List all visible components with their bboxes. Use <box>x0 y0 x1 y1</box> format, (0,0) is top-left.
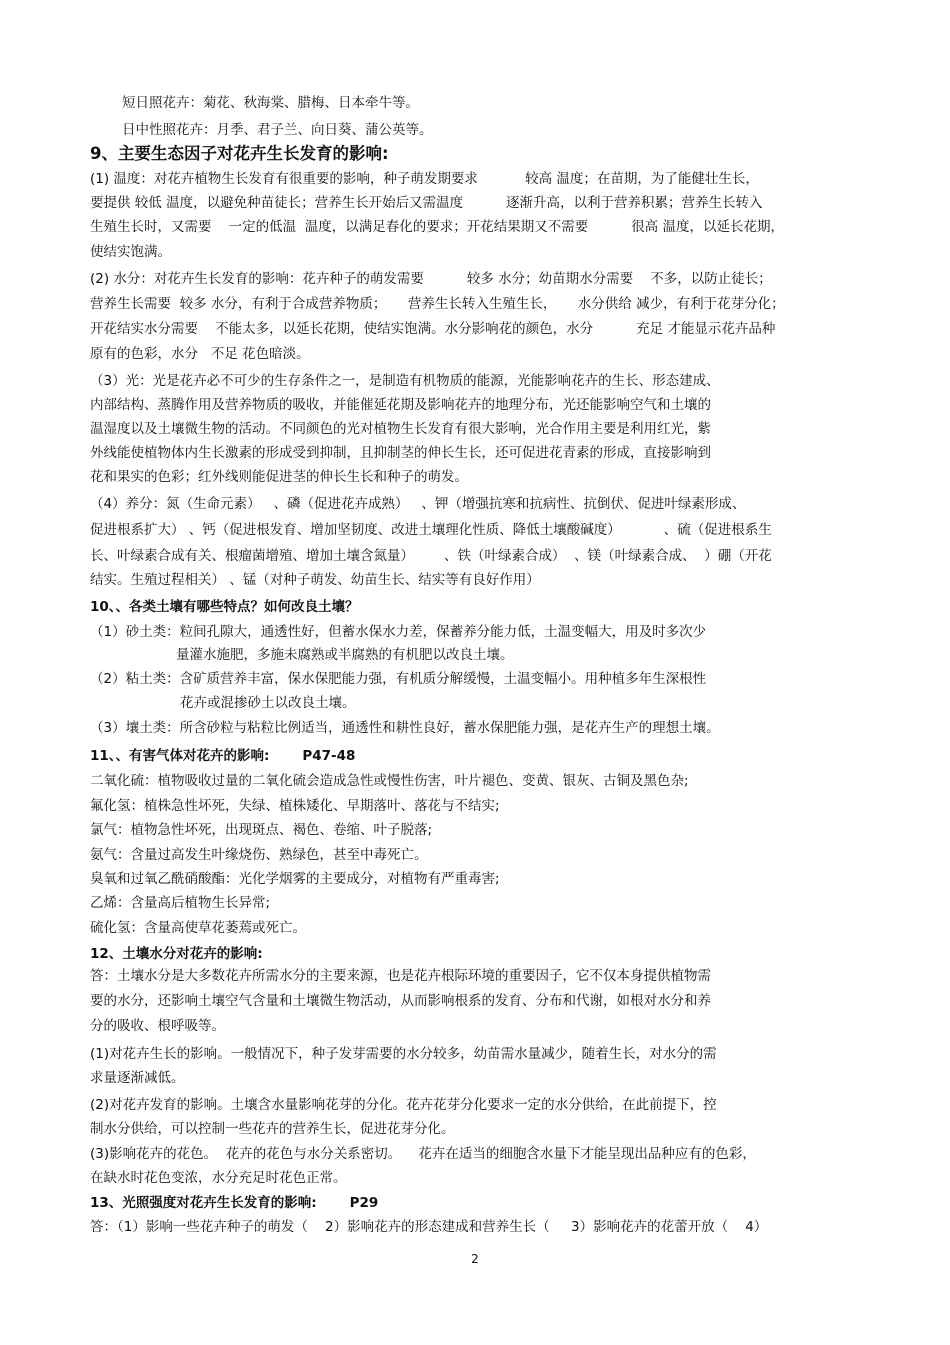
text-line: (1)对花卉生长的影响。一般情况下，种子发芽需要的水分较多，幼苗需水量减少，随着生长，对水分的需 <box>90 1046 717 1062</box>
text-line: 原有的色彩，水分 不足 花色暗淡。 <box>90 346 310 362</box>
text-line: 乙烯：含量高后植物生长异常; <box>90 895 271 911</box>
text-line: (2) 水分：对花卉生长发育的影响：花卉种子的萌发需要 较多 水分；幼苗期水分需要 不多，以防止徒长； <box>90 271 772 287</box>
text-line: 要的水分，还影响土壤空气含量和土壤微生物活动，从而影响根系的发育、分布和代谢，如根对水分和养 <box>90 993 711 1009</box>
text-line: 氯气：植物急性坏死，出现斑点、褐色、卷缩、叶子脱落; <box>90 822 433 838</box>
text-line: 答：（1）影响一些花卉种子的萌发（ 2）影响花卉的形态建成和营养生长（ 3）影响花卉的花蕾开放（ 4） <box>90 1219 768 1235</box>
question-heading: 12、土壤水分对花卉的影响: <box>90 946 263 962</box>
text-line: 分的吸收、根呼吸等。 <box>90 1018 225 1034</box>
text-line: 花卉或混掺砂土以改良土壤。 <box>180 695 356 711</box>
page-number: 2 <box>471 1252 479 1266</box>
text-line: 要提供 较低 温度，以避免种苗徒长；营养生长开始后又需温度 逐渐升高，以利于营养积累；营养生长转入 <box>90 195 763 211</box>
text-line: 花和果实的色彩；红外线则能促进茎的伸长生长和种子的萌发。 <box>90 469 468 485</box>
section-heading: 9、主要生态因子对花卉生长发育的影响: <box>90 144 389 163</box>
text-line: 答：土壤水分是大多数花卉所需水分的主要来源，也是花卉根际环境的重要因子，它不仅本身提供植物需 <box>90 968 711 984</box>
text-line: 生殖生长时，又需要 一定的低温 温度，以满足春化的要求；开花结果期又不需要 很高 温度，以延长花期， <box>90 219 784 235</box>
text-line: 结实。生殖过程相关） 、锰（对种子萌发、幼苗生长、结实等有良好作用） <box>90 572 540 588</box>
text-line: 氨气：含量过高发生叶缘烧伤、熟绿色，甚至中毒死亡。 <box>90 847 428 863</box>
text-line: 内部结构、蒸腾作用及营养物质的吸收，并能催延花期及影响花卉的地理分布，光还能影响空气和土壤的 <box>90 397 711 413</box>
text-line: 制水分供给，可以控制一些花卉的营养生长，促进花芽分化。 <box>90 1121 455 1137</box>
text-line: 臭氧和过氧乙酰硝酸酯：光化学烟雾的主要成分，对植物有严重毒害; <box>90 871 500 887</box>
text-line: 长、叶绿素合成有关、根瘤菌增殖、增加土壤含氮量） 、铁（叶绿素合成） 、镁（叶绿素合成、 ）硼（开花 <box>90 548 772 564</box>
text-line: （1）砂土类：粒间孔隙大，通透性好，但蓄水保水力差，保蓄养分能力低，土温变幅大，用及时多次少 <box>90 624 707 640</box>
question-heading: 11、、有害气体对花卉的影响: P47-48 <box>90 748 356 764</box>
text-line: (2)对花卉发育的影响。土壤含水量影响花芽的分化。花卉花芽分化要求一定的水分供给，在此前提下，控 <box>90 1097 717 1113</box>
question-heading: 13、光照强度对花卉生长发育的影响: P29 <box>90 1195 379 1211</box>
text-line: 日中性照花卉：月季、君子兰、向日葵、蒲公英等。 <box>122 122 433 138</box>
text-line: 氟化氢：植株急性坏死，失绿、植株矮化、早期落叶、落花与不结实; <box>90 798 500 814</box>
text-line: （3）光：光是花卉必不可少的生存条件之一，是制造有机物质的能源，光能影响花卉的生长、形态建成、 <box>90 373 720 389</box>
text-line: (1) 温度：对花卉植物生长发育有很重要的影响，种子萌发期要求 较高 温度；在苗期，为了能健壮生长， <box>90 171 759 187</box>
text-line: 外线能使植物体内生长激素的形成受到抑制，且抑制茎的伸长生长，还可促进花青素的形成，直接影响到 <box>90 445 711 461</box>
text-line: 求量逐渐减低。 <box>90 1070 185 1086</box>
text-line: 在缺水时花色变浓，水分充足时花色正常。 <box>90 1170 347 1186</box>
question-heading: 10、、各类土壤有哪些特点？如何改良土壤？ <box>90 599 359 615</box>
text-line: 短日照花卉：菊花、秋海棠、腊梅、日本牵牛等。 <box>122 95 419 111</box>
text-line: 营养生长需要 较多 水分，有利于合成营养物质； 营养生长转入生殖生长， 水分供给 减少，有利于花芽分化； <box>90 296 785 312</box>
text-line: 促进根系扩大） 、钙（促进根发育、增加坚韧度、改进土壤理化性质、降低土壤酸碱度） 、硫（促进根系生 <box>90 522 772 538</box>
text-line: （2）粘土类：含矿质营养丰富，保水保肥能力强，有机质分解缓慢，土温变幅小。用种植多年生深根性 <box>90 671 707 687</box>
text-line: 硫化氢：含量高使草花萎蔫或死亡。 <box>90 920 306 936</box>
text-line: 温湿度以及土壤微生物的活动。不同颜色的光对植物生长发育有很大影响，光合作用主要是利用红光，紫 <box>90 421 711 437</box>
text-line: 二氧化硫：植物吸收过量的二氧化硫会造成急性或慢性伤害，叶片褪色、变黄、银灰、古铜及黑色杂; <box>90 773 689 789</box>
text-line: (3)影响花卉的花色。 花卉的花色与水分关系密切。 花卉在适当的细胞含水量下才能呈现出品种应有的色彩， <box>90 1146 756 1162</box>
text-line: 开花结实水分需要 不能太多，以延长花期，使结实饱满。水分影响花的颜色，水分 充足 才能显示花卉品种 <box>90 321 776 337</box>
text-line: 使结实饱满。 <box>90 244 171 260</box>
text-line: （4）养分：氮（生命元素） 、磷（促进花卉成熟） 、钾（增强抗寒和抗病性、抗倒伏、促进叶绿素形成、 <box>90 496 746 512</box>
text-line: （3）壤土类：所含砂粒与粘粒比例适当，通透性和耕性良好，蓄水保肥能力强，是花卉生产的理想土壤。 <box>90 720 720 736</box>
text-line: 量灌水施肥，多施未腐熟或半腐熟的有机肥以改良土壤。 <box>176 647 514 663</box>
